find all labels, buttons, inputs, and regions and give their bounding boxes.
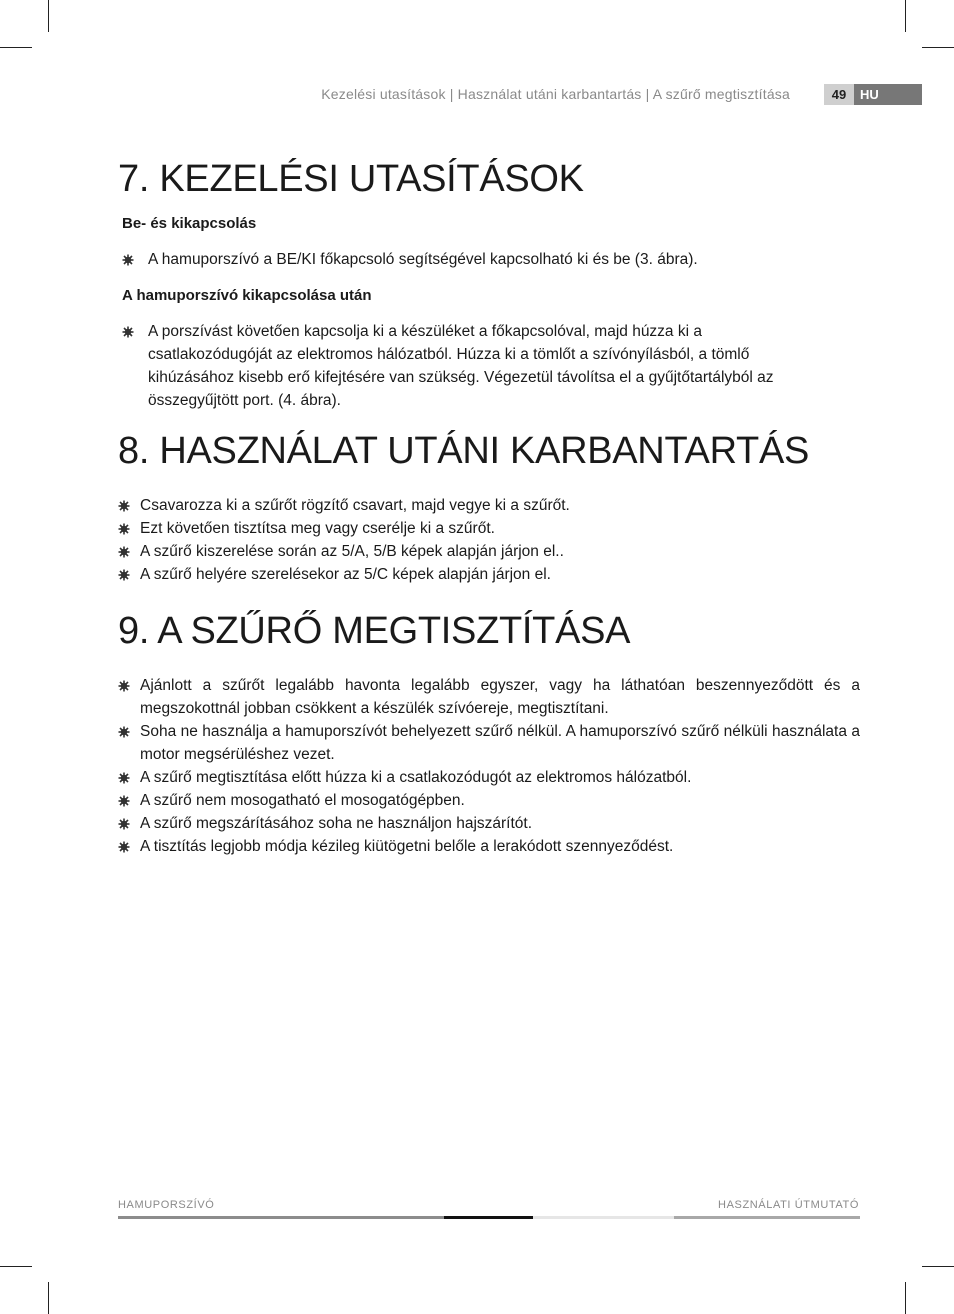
crop-mark (0, 47, 32, 48)
crop-mark (48, 1282, 49, 1314)
list-item (116, 674, 860, 720)
gear-bullet-icon (118, 841, 130, 853)
section-title: 8. HASZNÁLAT UTÁNI KARBANTARTÁS (118, 430, 810, 472)
list-item-text: A hamuporszívó a BE/KI főkapcsoló segítségével kapcsolható ki és be (3. ábra). (148, 251, 698, 268)
gear-bullet-icon (118, 523, 130, 535)
list-item-text: A szűrő helyére szerelésekor az 5/C képek alapján járjon el. (140, 566, 551, 583)
gear-bullet-icon (118, 818, 130, 830)
crop-mark (922, 1266, 954, 1267)
footer-rule (533, 1216, 674, 1219)
bullet-list (118, 248, 818, 271)
list-item-text: A szűrő megszárításához soha ne használjon hajszárítót. (140, 815, 533, 832)
footer-product-name: HAMUPORSZÍVÓ (118, 1199, 215, 1211)
breadcrumb: Kezelési utasítások | Használat utáni karbantartás | A szűrő megtisztítása (321, 86, 790, 102)
gear-bullet-icon (122, 326, 134, 338)
crop-mark (48, 0, 49, 32)
list-item-text: A szűrő nem mosogatható el mosogatógépben. (140, 792, 465, 809)
subsection-heading: Be- és kikapcsolás (122, 215, 257, 232)
list-item (116, 540, 860, 563)
footer-rule (444, 1216, 533, 1219)
list-item (116, 766, 860, 789)
list-item-text: A szűrő megtisztítása előtt húzza ki a csatlakozódugót az elektromos hálózatból. (140, 769, 692, 786)
list-item (116, 720, 860, 766)
list-item (116, 789, 860, 812)
crop-mark (0, 1266, 32, 1267)
list-item-text: Ajánlott a szűrőt legalább havonta legalább egyszer, vagy ha láthatóan beszennyeződött és a megszokottnál jobban csökkent a készülék szívóereje, megtisztítani. (140, 677, 860, 717)
footer-rule (118, 1216, 444, 1219)
gear-bullet-icon (118, 569, 130, 581)
crop-mark (922, 47, 954, 48)
language-tag: HU (854, 84, 922, 105)
gear-bullet-icon (118, 546, 130, 558)
gear-bullet-icon (118, 795, 130, 807)
list-item (116, 812, 860, 835)
page-number: 49 (824, 84, 854, 105)
crop-mark (905, 0, 906, 32)
list-item (118, 248, 818, 271)
bullet-list (118, 320, 818, 412)
list-item (116, 563, 860, 586)
list-item (116, 494, 860, 517)
gear-bullet-icon (118, 680, 130, 692)
footer-document-type: HASZNÁLATI ÚTMUTATÓ (718, 1199, 859, 1211)
list-item-text: Csavarozza ki a szűrőt rögzítő csavart, majd vegye ki a szűrőt. (140, 497, 570, 514)
section-title: 9. A SZŰRŐ MEGTISZTÍTÁSA (118, 610, 631, 652)
list-item-text: Soha ne használja a hamuporszívót behelyezett szűrő nélkül. A hamuporszívó szűrő nélküli használata a motor megsérüléshez vezet. (140, 723, 860, 763)
gear-bullet-icon (118, 726, 130, 738)
list-item-text: A szűrő kiszerelése során az 5/A, 5/B képek alapján járjon el.. (140, 543, 564, 560)
bullet-list (116, 674, 860, 858)
list-item (116, 517, 860, 540)
gear-bullet-icon (118, 500, 130, 512)
gear-bullet-icon (118, 772, 130, 784)
list-item-text: Ezt követően tisztítsa meg vagy cserélje ki a szűrőt. (140, 520, 495, 537)
section-title: 7. KEZELÉSI UTASÍTÁSOK (118, 158, 584, 200)
subsection-heading: A hamuporszívó kikapcsolása után (122, 287, 372, 304)
list-item (116, 835, 860, 858)
crop-mark (905, 1282, 906, 1314)
list-item (118, 320, 818, 412)
gear-bullet-icon (122, 254, 134, 266)
list-item-text: A tisztítás legjobb módja kézileg kiütögetni belőle a lerakódott szennyeződést. (140, 838, 674, 855)
bullet-list (116, 494, 860, 586)
list-item-text: A porszívást követően kapcsolja ki a készüléket a főkapcsolóval, majd húzza ki a csatlakozódugóját az elektromos hálózatból. Húzza ki a tömlőt a szívónyílásból, a tömlő kihúzásához kisebb erő kifejtésére van szükség. Végezetül távolítsa el a gyűjtőtartályból az összegyűjtött port. (4. ábra). (148, 323, 774, 409)
footer-rule (674, 1216, 860, 1219)
